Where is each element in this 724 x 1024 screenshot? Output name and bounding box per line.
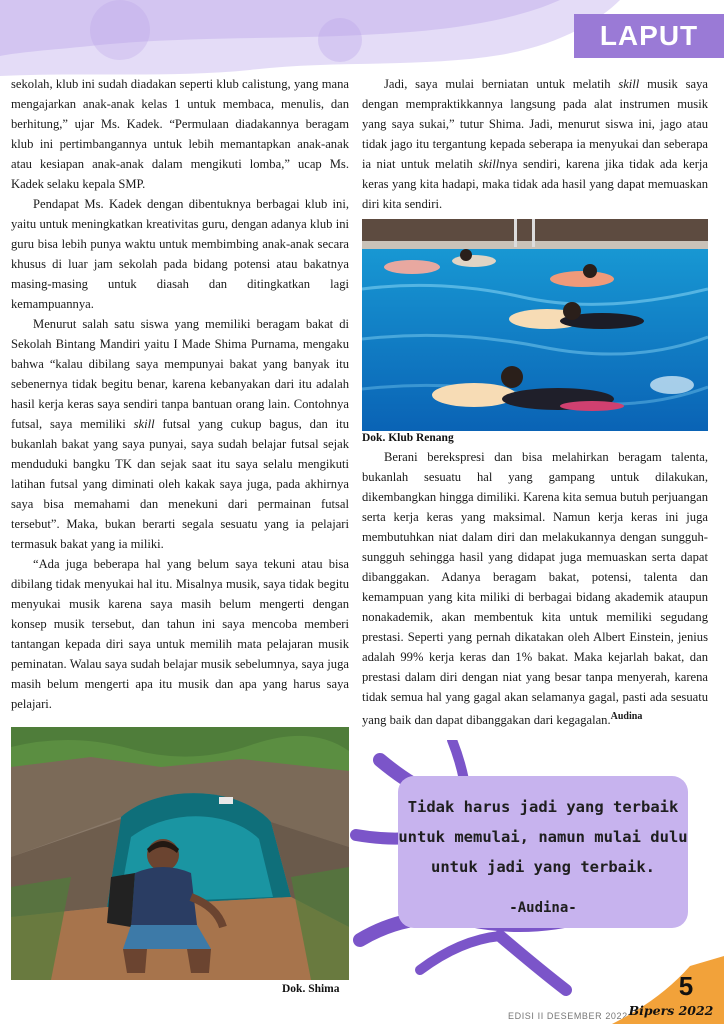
section-label: LAPUT bbox=[599, 20, 699, 51]
photo-caption: Dok. Shima bbox=[282, 983, 340, 995]
quote-line: untuk jadi yang terbaik. bbox=[431, 858, 655, 876]
magazine-brand: Bipers 2022 bbox=[628, 1003, 714, 1018]
paragraph: “Ada juga beberapa hal yang belum saya tekuni atau bisa dibilang tidak menyukai hal itu. Misalnya musik, saya tidak begitu menyukai musik karena saya masih belum mengerti dengan konsep musik tersebut, dan tahun ini saya mencoba memberi tantangan kepada diri saya untuk memilih mata pelajaran musik peminatan. Walau saya sudah belajar musik sebelumnya, saya juga masih belum mengerti apa itu musik dan apa yang harus saya pelajari. bbox=[11, 557, 349, 711]
author-signature: Audina bbox=[610, 711, 643, 722]
page-number: 5 bbox=[678, 971, 694, 1001]
edition-label: EDISI II DESEMBER 2022 bbox=[508, 1011, 628, 1021]
text-run: Jadi, saya mulai berniatan untuk melatih bbox=[384, 77, 619, 91]
text-run: Menurut salah satu siswa yang memiliki beragam bakat di Sekolah Bintang Mandiri yaitu I Made Shima Purnama, mengaku bahwa “kalau dibilang saya mempunyai bakat yang banyak itu sebenernya tidak begitu benar, karena kebanyakan dari itu adalah hasil kerja keras saya sendiri tanpa bantuan orang lain. Contohnya futsal, saya memiliki bbox=[11, 317, 349, 431]
quote-author: -Audina- bbox=[509, 900, 577, 916]
paragraph: sekolah, klub ini sudah diadakan seperti klub calistung, yang mana mengajarkan anak-anak kelas 1 untuk membaca, menulis, dan berhitung,” ujar Ms. Kadek. “Permulaan diadakannya beragam klub ini pertimbangannya untuk lebih memantapkan anak-anak atau kesiapan anak-anak dalam mengikuti lomba,” ucap Ms. Kadek selaku kepala SMP. bbox=[11, 77, 349, 191]
text-run: nya sendiri, karena jika tidak ada kerja keras yang kita hadapi, maka tidak ada hasil yang dapat memuaskan diri kita sendiri. bbox=[362, 157, 708, 211]
italic-text: skill bbox=[478, 157, 500, 171]
text-run: musik saya dengan mempraktikkannya langsung pada alat instrumen musik yang saya sukai,” tutur Shima. Jadi, menurut siswa ini, jago atau tidak jago itu tergantung kepada seberapa ia menyukai dan seberapa ia niat untuk melatih bbox=[362, 77, 708, 171]
quote-line: Tidak harus jadi yang terbaik bbox=[407, 798, 679, 816]
quote-line: untuk memulai, namun mulai dulu bbox=[398, 828, 688, 846]
italic-text: skill bbox=[618, 77, 640, 91]
photo-caption: Dok. Klub Renang bbox=[362, 432, 454, 444]
italic-text: skill bbox=[133, 417, 155, 431]
text-run: futsal yang cukup bagus, dan itu bukanlah bakat yang saya punyai, saya sudah belajar futsal sejak menduduki bangku TK dan sejak saat itu saya selalu mengikuti latihan futsal yang diminati oleh kakak saya juga, pada akhirnya saya bisa memahami dan menekuni dari permainan futsal tersebut”. Maka, bukan berarti segala sesuatu yang ia pelajari termasuk bakat yang ia miliki. bbox=[11, 417, 349, 551]
paragraph: Pendapat Ms. Kadek dengan dibentuknya berbagai klub ini, yaitu untuk meningkatkan kreativitas guru, dengan adanya klub ini guru bisa lebih punya waktu untuk membimbing anak-anak secara khusus di luar jam sekolah pada bidang potensi atau bakatnya masing-masing untuk diasah dan ditingkatkan lagi kemampuannya. bbox=[11, 197, 349, 311]
text-run: Berani berekspresi dan bisa melahirkan beragam talenta, bukanlah sesuatu hal yang gampang untuk dilakukan, dikembangkan hingga dimiliki. Karena kita semua butuh perjuangan serta kerja keras yang maksimal. Namun kerja keras ini juga membutuhkan niat dalam diri dan melakukannya dengan sungguh-sungguh sehingga hasil yang didapat juga memuaskan serta dapat dibanggakan. Adanya beragam bakat, potensi, talenta dan kemampuan yang kita miliki di berbagai bidang akademik ataupun nonakademik, akan membentuk kita untuk memiliki segudang prestasi. Seperti yang pernah dikatakan oleh Albert Einstein, jenius adalah 99% kerja keras dan 1% bakat. Maka kejarlah bakat, dan prestasi dalam diri dengan niat yang besar tanpa menyerah, karena tidak semua hal yang gagal akan selamanya gagal, pasti ada sesuatu yang baik dan dapat dibanggakan dari kegagalan. bbox=[362, 450, 708, 728]
